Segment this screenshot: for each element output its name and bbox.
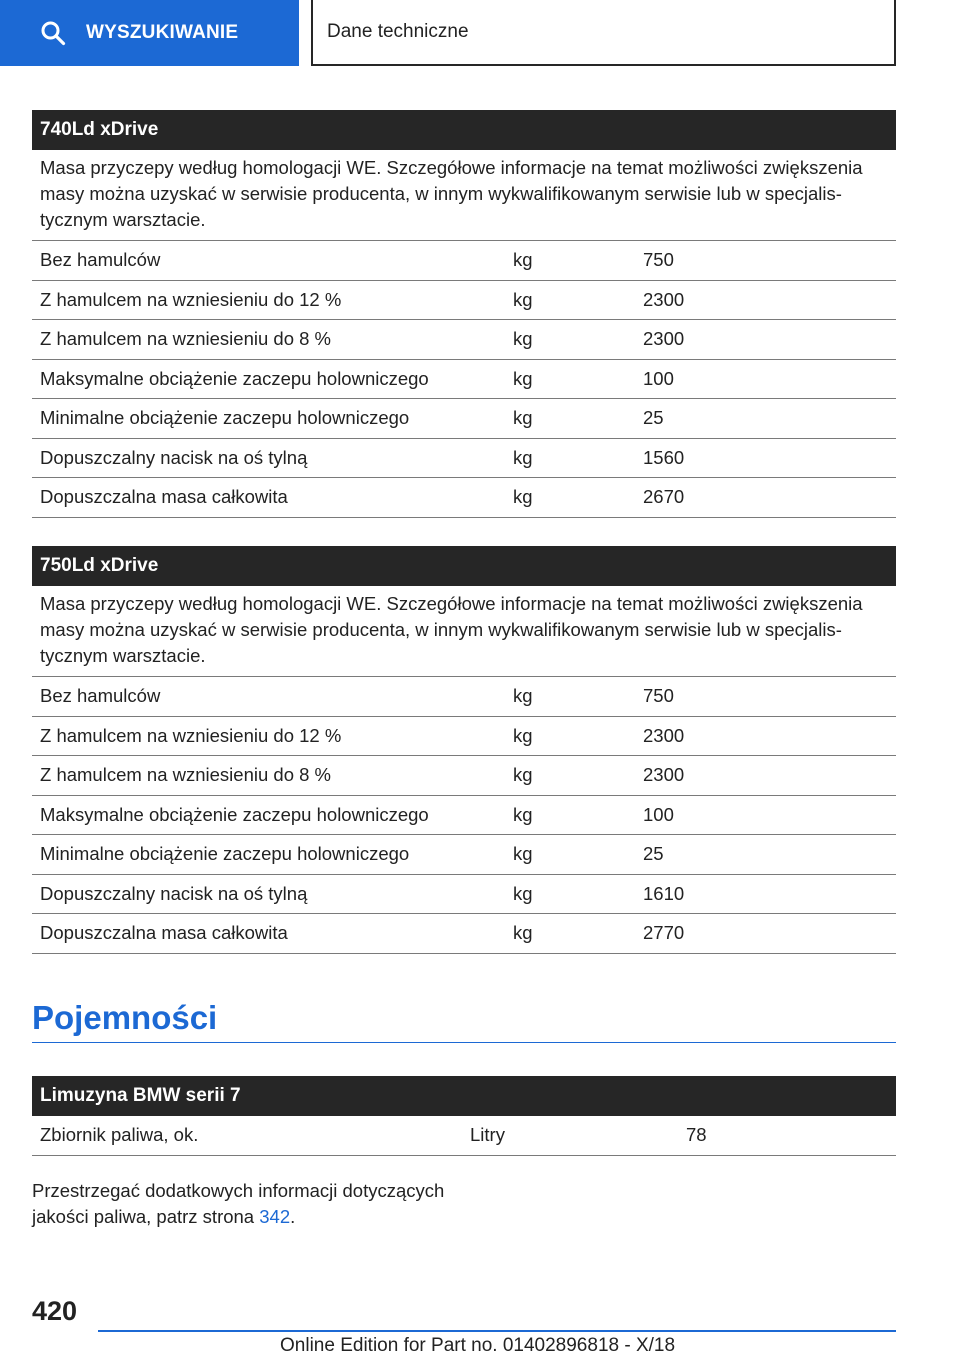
footer-divider [98,1330,896,1332]
row-label: Z hamulcem na wzniesieniu do 8 % [40,764,332,786]
row-label: Dopuszczalny nacisk na oś tylną [40,446,308,468]
table-row [32,360,896,400]
search-button[interactable] [0,0,299,66]
row-label: Maksymalne obciążenie zaczepu holowniczego [40,803,429,825]
table-row [32,914,896,954]
section-heading [32,995,896,1043]
spec-table-750ld [32,546,896,954]
table-row [32,399,896,439]
spec-table-740ld [32,110,896,518]
row-unit: kg [513,685,533,707]
table-note: Masa przyczepy według homologacji WE. Szczegółowe informacje na temat możliwości zwiększenia masy można uzyskać w serwisie producenta, w innym wykwalifikowanym serwisie lub w specjalistycznym warsztacie. [32,150,896,241]
table-note: Masa przyczepy według homologacji WE. Szczegółowe informacje na temat możliwości zwiększenia masy można uzyskać w serwisie producenta, w innym wykwalifikowanym serwisie lub w specjalistycznym warsztacie. [32,586,896,677]
row-unit: kg [513,724,533,746]
row-value: 2300 [643,288,685,310]
row-value: 100 [643,367,674,389]
heading-text: Pojemności [32,999,218,1036]
table-title: 750Ld xDrive [32,546,896,586]
table-row [32,875,896,915]
row-unit: kg [513,446,533,468]
row-label: Maksymalne obciążenie zaczepu holowniczego [40,367,429,389]
row-label: Dopuszczalna masa całkowita [40,922,288,944]
row-label: Dopuszczalna masa całkowita [40,486,288,508]
row-value: 2670 [643,486,685,508]
fuel-note-end: . [290,1206,296,1227]
row-label: Bez hamulców [40,249,161,271]
row-label: Dopuszczalny nacisk na oś tylną [40,882,308,904]
row-unit: kg [513,882,533,904]
row-label: Z hamulcem na wzniesieniu do 12 % [40,724,342,746]
page-number: 420 [32,1296,78,1326]
search-icon [40,20,66,46]
row-unit: Litry [470,1124,505,1146]
table-row [32,439,896,479]
row-unit: kg [513,843,533,865]
table-row [32,241,896,281]
row-label: Z hamulcem na wzniesieniu do 12 % [40,288,342,310]
section-title-box [311,0,896,66]
section-title: Dane techniczne [327,21,469,42]
table-row [32,1116,896,1156]
row-value: 100 [643,803,674,825]
row-unit: kg [513,249,533,271]
fuel-note-text: Przestrzegać dodatkowych informacji dotyczących jakości paliwa, patrz strona [32,1180,445,1227]
page-link[interactable]: 342 [259,1206,291,1227]
table-row [32,717,896,757]
row-value: 2300 [643,724,685,746]
table-row [32,478,896,518]
row-unit: kg [513,288,533,310]
row-unit: kg [513,764,533,786]
row-value: 2300 [643,328,685,350]
table-row [32,677,896,717]
edition-text: Online Edition for Part no. 01402896818 - X/18 [280,1335,676,1356]
row-unit: kg [513,803,533,825]
row-unit: kg [513,367,533,389]
search-label: WYSZUKIWANIE [86,22,239,43]
table-row [32,756,896,796]
row-value: 1560 [643,446,685,468]
row-unit: kg [513,407,533,429]
row-value: 2300 [643,764,685,786]
row-value: 78 [686,1124,707,1146]
capacities-table [32,1076,896,1156]
row-label: Z hamulcem na wzniesieniu do 8 % [40,328,332,350]
row-value: 750 [643,685,674,707]
fuel-note [32,1178,452,1230]
table-title: Limuzyna BMW serii 7 [32,1076,896,1116]
table-row [32,796,896,836]
row-value: 25 [643,407,664,429]
row-unit: kg [513,328,533,350]
row-value: 750 [643,249,674,271]
row-label: Minimalne obciążenie zaczepu holowniczego [40,407,410,429]
top-bar [0,0,960,66]
row-value: 25 [643,843,664,865]
table-title: 740Ld xDrive [32,110,896,150]
table-row [32,320,896,360]
table-row [32,281,896,321]
row-label: Bez hamulców [40,685,161,707]
row-value: 2770 [643,922,685,944]
row-label: Zbiornik paliwa, ok. [40,1124,199,1146]
row-value: 1610 [643,882,685,904]
table-row [32,835,896,875]
row-unit: kg [513,922,533,944]
row-unit: kg [513,486,533,508]
row-label: Minimalne obciążenie zaczepu holowniczego [40,843,410,865]
